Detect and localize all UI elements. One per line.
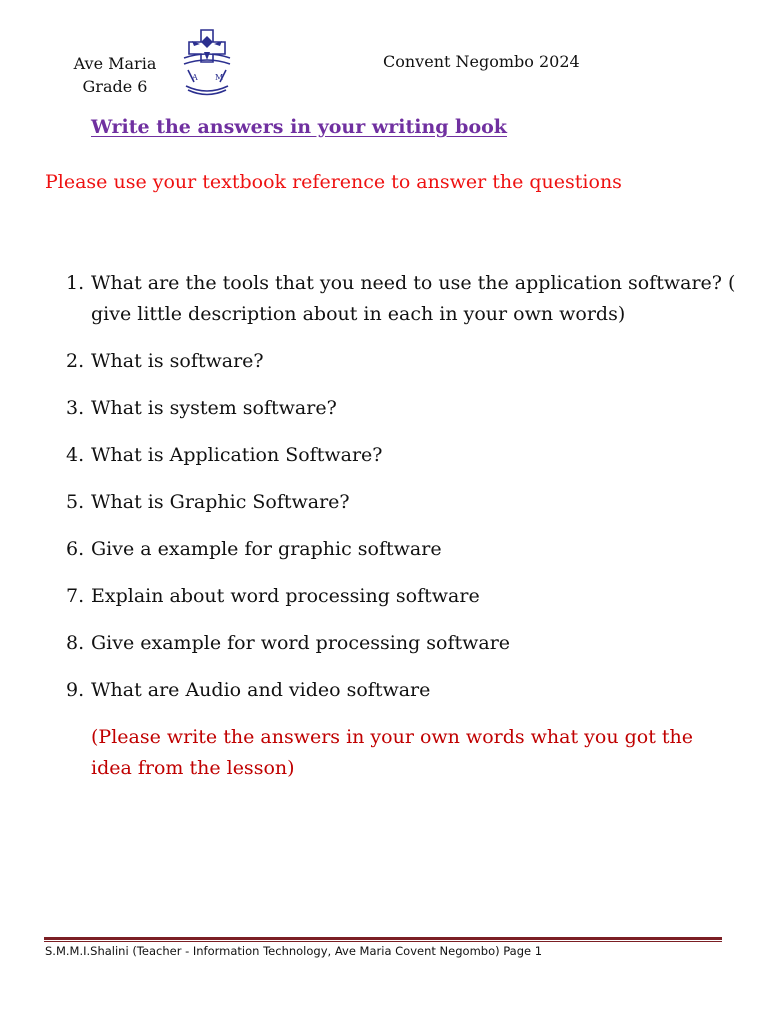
question-number: 7. (66, 585, 85, 607)
question-text: Give a example for graphic software (91, 538, 442, 560)
question-item (66, 346, 736, 377)
question-text: What is system software? (91, 397, 337, 419)
question-number: 9. (66, 679, 85, 701)
svg-text:M: M (215, 73, 224, 82)
question-item (66, 628, 736, 659)
question-text: What are the tools that you need to use the application software? ( give little description about in each in your own words) (91, 272, 736, 325)
reference-note: Please use your textbook reference to answer the questions (45, 171, 622, 193)
closing-note: (Please write the answers in your own words what you got the idea from the lesson) (91, 726, 694, 779)
question-number: 6. (66, 538, 85, 560)
question-item (66, 393, 736, 424)
question-item (66, 675, 736, 706)
svg-text:A: A (192, 73, 198, 82)
question-text: Give example for word processing software (91, 632, 511, 654)
question-text: What is Application Software? (91, 444, 383, 466)
school-crest-icon (178, 28, 236, 98)
header-school-block (60, 52, 170, 98)
footer-text: S.M.M.I.Shalini (Teacher - Information Technology, Ave Maria Covent Negombo) Page 1 (45, 944, 543, 958)
instruction-heading: Write the answers in your writing book (91, 116, 507, 138)
question-item (66, 268, 736, 330)
question-item (66, 487, 736, 518)
school-name: Ave Maria (73, 54, 157, 73)
question-number: 4. (66, 444, 85, 466)
question-item (66, 534, 736, 565)
question-text: Explain about word processing software (91, 585, 480, 607)
question-text: What is software? (91, 350, 264, 372)
grade-label: Grade 6 (82, 77, 148, 96)
question-item (66, 440, 736, 471)
question-number: 3. (66, 397, 85, 419)
question-number: 2. (66, 350, 85, 372)
question-number: 1. (66, 272, 85, 294)
footer-divider (44, 937, 722, 942)
question-number: 5. (66, 491, 85, 513)
question-number: 8. (66, 632, 85, 654)
question-item (66, 581, 736, 612)
school-location-year: Convent Negombo 2024 (383, 52, 580, 71)
question-text: What are Audio and video software (91, 679, 431, 701)
question-text: What is Graphic Software? (91, 491, 350, 513)
question-list (66, 268, 736, 722)
